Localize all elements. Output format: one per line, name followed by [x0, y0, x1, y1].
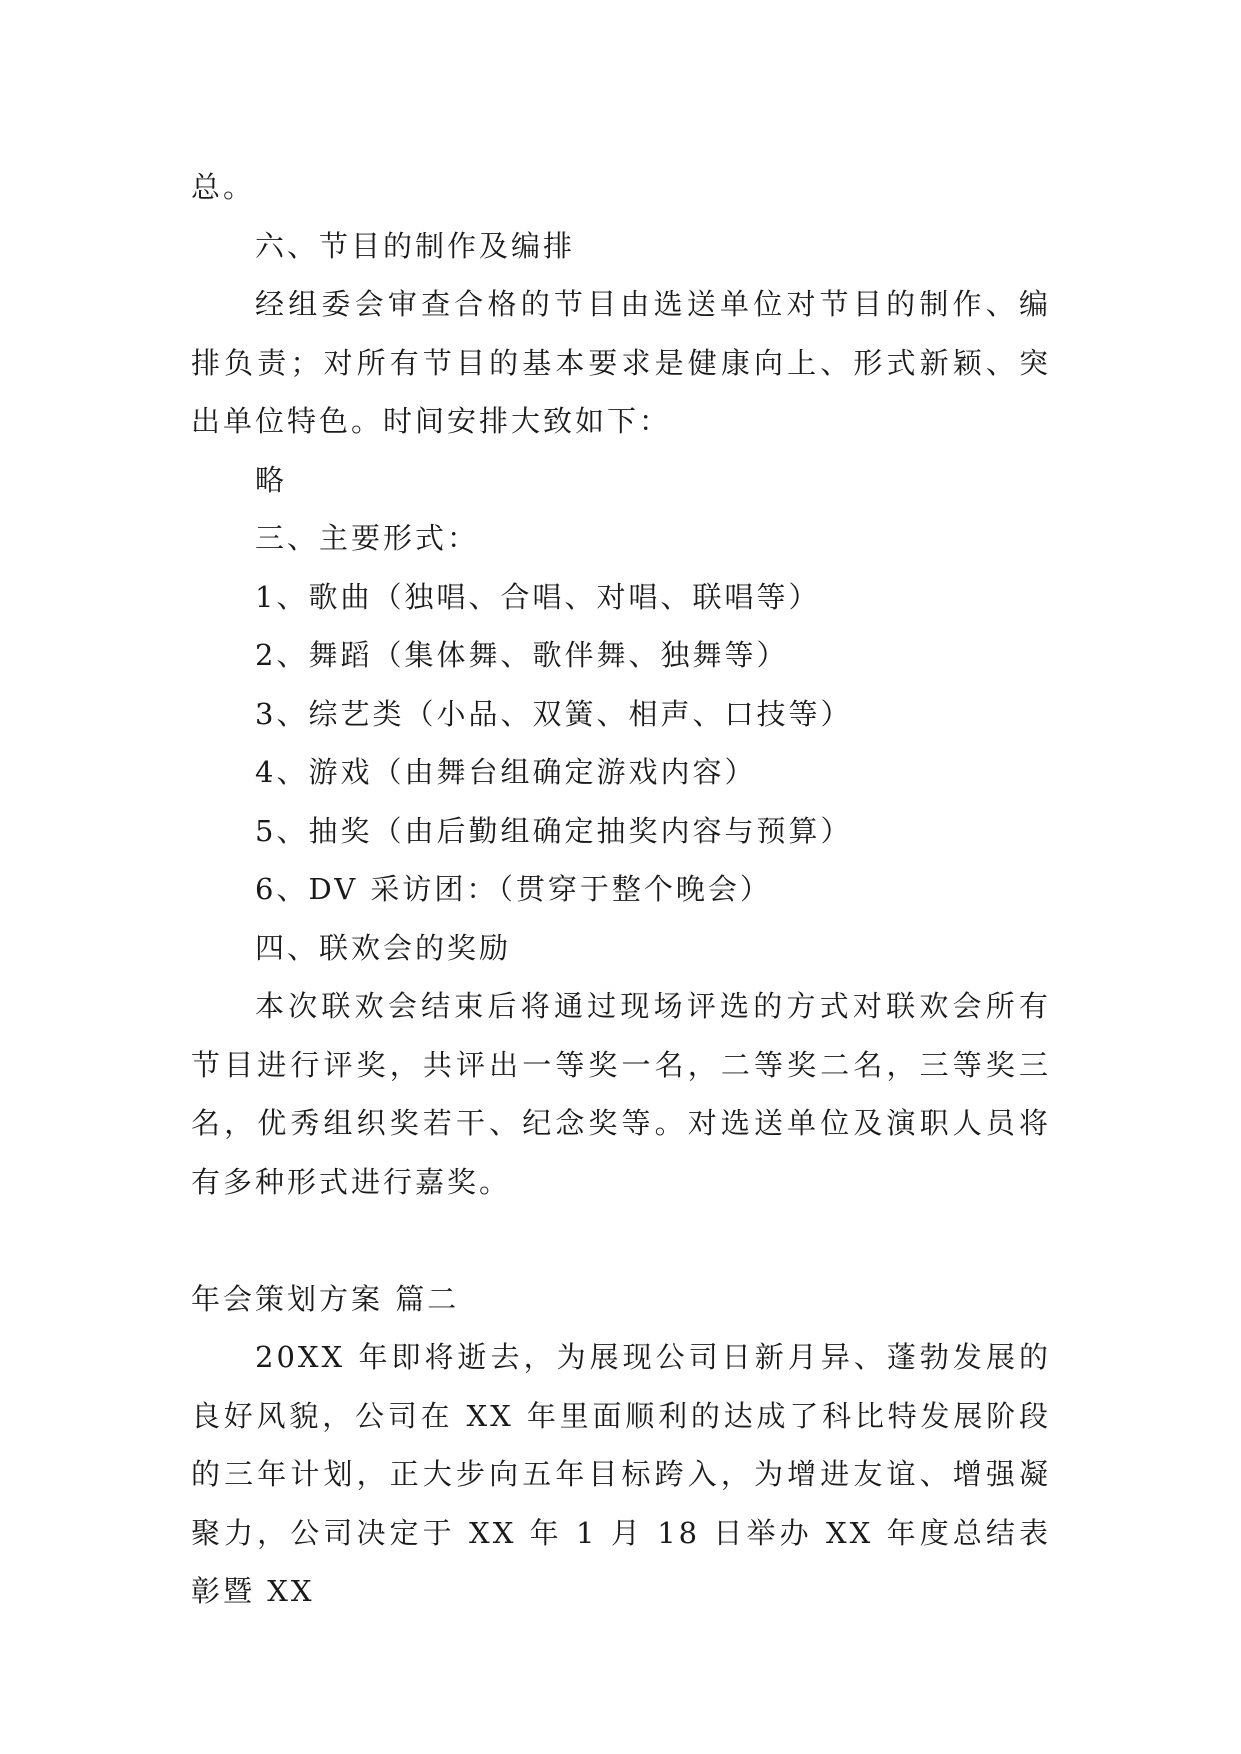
list-item-variety: 3、综艺类（小品、双簧、相声、口技等） — [255, 696, 853, 731]
section-heading-forms: 三、主要形式： — [255, 521, 480, 555]
list-item-songs: 1、歌曲（独唱、合唱、对唱、联唱等） — [255, 579, 821, 614]
section2-heading: 年会策划方案 篇二 — [191, 1281, 460, 1316]
list-item-lottery: 5、抽奖（由后勤组确定抽奖内容与预算） — [255, 813, 853, 848]
paragraph-awards: 本次联欢会结束后将通过现场评选的方式对联欢会所有节目进行评奖，共评出一等奖一名，二等奖二名，三等奖三名，优秀组织奖若干、纪念奖等。对选送单位及演职人员将有多种形式进行嘉奖。 — [191, 989, 1051, 1199]
list-item-games: 4、游戏（由舞台组确定游戏内容） — [255, 755, 757, 789]
section2-paragraph: 20XX 年即将逝去，为展现公司日新月异、蓬勃发展的良好风貌，公司在 XX 年里面顺利的达成了科比特发展阶段的三年计划，正大步向五年目标跨入，为增进友谊、增强凝聚力，公司决定于 XX 年 1 月 18 日举办 XX 年度总结表彰暨 XX — [191, 1340, 1051, 1608]
section-heading-production: 六、节目的制作及编排 — [255, 228, 576, 263]
paragraph-schedule-omitted: 略 — [255, 462, 288, 497]
section-heading-awards: 四、联欢会的奖励 — [255, 930, 512, 965]
list-item-dance: 2、舞蹈（集体舞、歌伴舞、独舞等） — [255, 638, 789, 672]
list-item-dv-team: 6、DV 采访团：（贯穿于整个晚会） — [255, 872, 772, 906]
paragraph-production: 经组委会审查合格的节目由选送单位对节目的制作、编排负责；对所有节目的基本要求是健康向上、形式新颖、突出单位特色。时间安排大致如下： — [191, 287, 1051, 438]
document-body — [191, 158, 1051, 1621]
paragraph-continuation: 总。 — [191, 170, 256, 204]
